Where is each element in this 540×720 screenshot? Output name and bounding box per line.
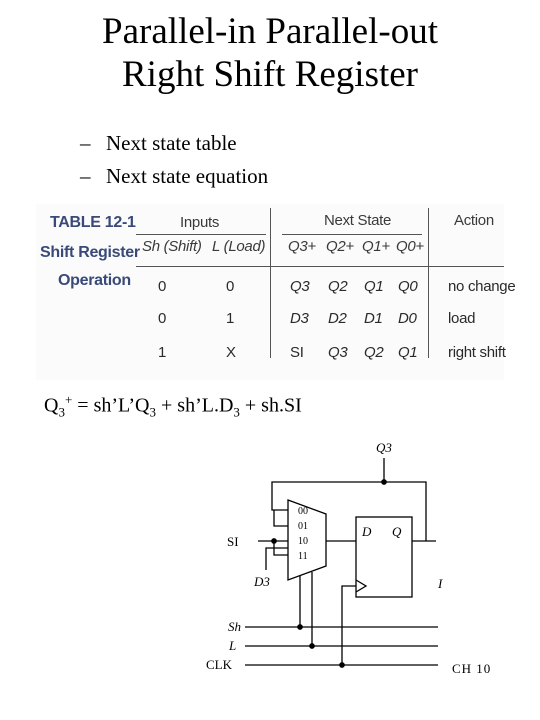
q-feedback-wire (272, 482, 426, 541)
chapter-footer: CH 10 (452, 661, 492, 676)
action-header: Action (454, 212, 494, 229)
next-state-header: Next State (324, 212, 392, 229)
junction-dot (298, 625, 302, 629)
cell-q2: Q3 (328, 344, 348, 361)
cell-l: 0 (226, 278, 235, 295)
bullet-dash: – (80, 131, 91, 155)
l-label: L (229, 638, 237, 653)
clock-wire (342, 586, 356, 665)
title-line-2: Right Shift Register (122, 54, 418, 95)
bullet-text: Next state table (106, 131, 237, 155)
eq-q-sub: 3 (58, 404, 65, 420)
junction-dot (272, 539, 276, 543)
cell-q3: SI (290, 344, 304, 361)
col-header-l: L (Load) (212, 238, 266, 255)
ff-d-label: D (362, 524, 372, 539)
eq-q: Q (44, 394, 59, 417)
bullet-dash: – (80, 164, 91, 188)
junction-dot (382, 480, 386, 484)
eq-term-b-sub: 3 (233, 404, 240, 420)
cell-action: right shift (448, 344, 506, 361)
junction-dot (340, 663, 344, 667)
cell-q3: Q3 (290, 278, 310, 295)
mux-in-01-wire (274, 510, 288, 526)
cell-q0: Q1 (398, 344, 418, 361)
d3-wire (266, 548, 288, 570)
cell-sh: 0 (158, 310, 167, 327)
col-header-q2: Q2+ (326, 238, 354, 255)
ff-q-label: Q (392, 524, 402, 539)
eq-term-c: + sh.SI (239, 394, 302, 417)
clock-triangle (356, 580, 366, 592)
cell-sh: 1 (158, 344, 167, 361)
eq-term-a-sub: 3 (149, 404, 157, 420)
table-number: TABLE 12-1 (50, 214, 136, 231)
mux-input-00: 00 (298, 506, 308, 517)
cell-action: no change (448, 278, 516, 295)
table-caption-line-3: Operation (58, 272, 131, 289)
table-caption-line-2: Shift Register (40, 244, 140, 261)
cell-q2: Q2 (328, 278, 348, 295)
col-header-q0: Q0+ (396, 238, 424, 255)
cell-q1: Q2 (364, 344, 384, 361)
title-line-1: Parallel-in Parallel-out (102, 11, 438, 52)
q3-top-label: Q3 (376, 440, 392, 455)
right-edge-label: I (438, 576, 443, 591)
sh-label: Sh (228, 619, 241, 634)
junction-dot (310, 644, 314, 648)
eq-term-b: + sh’L.D (156, 394, 234, 417)
col-header-sh: Sh (Shift) (142, 238, 202, 255)
mux-input-01: 01 (298, 521, 308, 532)
mux-input-11: 11 (298, 551, 308, 562)
cell-q0: D0 (398, 310, 417, 327)
col-header-q1: Q1+ (362, 238, 390, 255)
cell-q3: D3 (290, 310, 309, 327)
eq-term-a: = sh’L’Q (72, 394, 150, 417)
d3-label: D3 (254, 574, 270, 589)
cell-q1: D1 (364, 310, 383, 327)
mux-input-10: 10 (298, 536, 308, 547)
cell-q2: D2 (328, 310, 347, 327)
eq-q-sup: + (64, 392, 73, 407)
cell-action: load (448, 310, 476, 327)
si-label: SI (227, 534, 239, 549)
cell-l: 1 (226, 310, 235, 327)
cell-q0: Q0 (398, 278, 418, 295)
inputs-header: Inputs (180, 214, 220, 231)
bullet-text: Next state equation (106, 164, 269, 188)
clk-label: CLK (206, 657, 232, 672)
cell-l: X (226, 344, 236, 361)
col-header-q3: Q3+ (288, 238, 316, 255)
cell-sh: 0 (158, 278, 167, 295)
cell-q1: Q1 (364, 278, 384, 295)
